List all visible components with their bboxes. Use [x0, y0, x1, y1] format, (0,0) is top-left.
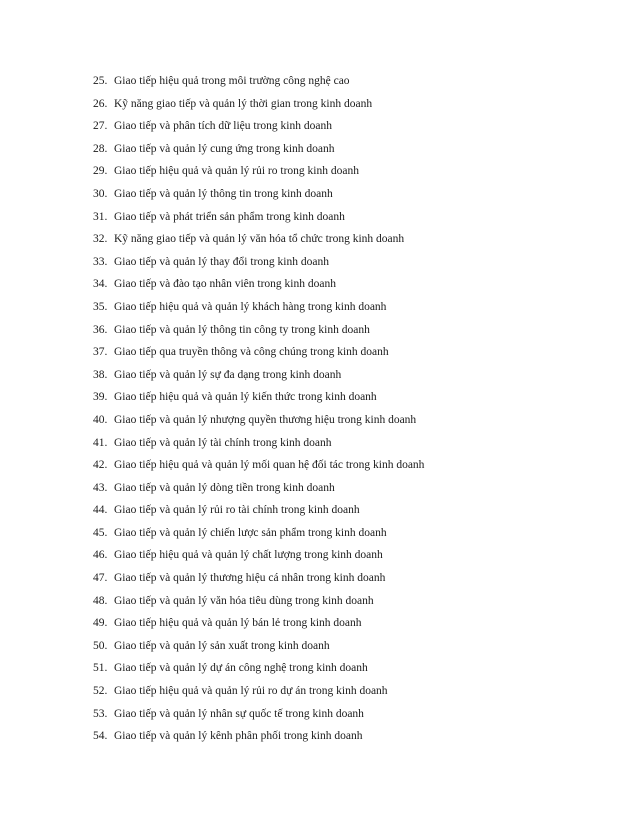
- item-number: 33.: [93, 255, 108, 268]
- item-text: Giao tiếp hiệu quả và quản lý khách hàng trong kinh doanh: [114, 300, 387, 313]
- list-item: [93, 435, 613, 458]
- list-item: [93, 728, 613, 751]
- list-item: [93, 457, 613, 480]
- list-item: [93, 593, 613, 616]
- list-item: [93, 660, 613, 683]
- item-number: 31.: [93, 210, 108, 223]
- list-item: [93, 547, 613, 570]
- list-item: [93, 570, 613, 593]
- item-number: 25.: [93, 75, 108, 87]
- item-number: 48.: [93, 594, 108, 607]
- list-item: [93, 96, 613, 119]
- item-number: 28.: [93, 142, 108, 155]
- list-item: [93, 118, 613, 141]
- item-number: 41.: [93, 436, 108, 449]
- list-item: [93, 186, 613, 209]
- item-number: 51.: [93, 662, 108, 675]
- list-item: [93, 615, 613, 638]
- item-text: Giao tiếp và đào tạo nhân viên trong kinh doanh: [114, 278, 336, 291]
- item-number: 39.: [93, 391, 108, 404]
- item-text: Giao tiếp hiệu quả và quản lý chất lượng trong kinh doanh: [114, 549, 383, 562]
- item-number: 34.: [93, 278, 108, 291]
- item-number: 54.: [93, 730, 108, 743]
- item-text: Giao tiếp và quản lý chiến lược sản phẩm trong kinh doanh: [114, 526, 387, 539]
- list-item: [93, 638, 613, 661]
- item-text: Giao tiếp và phát triển sản phẩm trong kinh doanh: [114, 210, 345, 223]
- list-item: [93, 344, 613, 367]
- item-number: 45.: [93, 526, 108, 539]
- item-number: 29.: [93, 165, 108, 178]
- item-number: 27.: [93, 120, 108, 133]
- item-number: 26.: [93, 97, 108, 110]
- item-text: Giao tiếp và quản lý kênh phân phối trong kinh doanh: [114, 730, 363, 743]
- item-number: 50.: [93, 639, 108, 652]
- item-text: Giao tiếp và quản lý rủi ro tài chính trong kinh doanh: [114, 504, 360, 517]
- item-number: 47.: [93, 572, 108, 585]
- list-item: [93, 480, 613, 503]
- item-text: Giao tiếp và quản lý thông tin công ty trong kinh doanh: [114, 323, 370, 336]
- numbered-topic-list: [93, 73, 613, 751]
- item-text: Giao tiếp hiệu quả và quản lý rủi ro dự án trong kinh doanh: [114, 685, 388, 698]
- item-number: 37.: [93, 346, 108, 359]
- list-item: [93, 683, 613, 706]
- item-number: 46.: [93, 549, 108, 562]
- item-text: Giao tiếp và quản lý thông tin trong kinh doanh: [114, 187, 333, 200]
- item-number: 49.: [93, 617, 108, 630]
- list-item: [93, 412, 613, 435]
- item-number: 40.: [93, 413, 108, 426]
- item-text: Giao tiếp và quản lý tài chính trong kinh doanh: [114, 436, 332, 449]
- list-item: [93, 502, 613, 525]
- item-number: 30.: [93, 187, 108, 200]
- item-number: 32.: [93, 233, 108, 246]
- item-text: Giao tiếp và quản lý sản xuất trong kinh doanh: [114, 639, 330, 652]
- item-text: Giao tiếp và quản lý dòng tiền trong kinh doanh: [114, 481, 335, 494]
- item-number: 53.: [93, 707, 108, 720]
- item-text: Giao tiếp hiệu quả trong môi trường công nghệ cao: [114, 75, 350, 87]
- list-item: [93, 276, 613, 299]
- item-number: 43.: [93, 481, 108, 494]
- list-item: [93, 254, 613, 277]
- list-item: [93, 73, 613, 96]
- item-text: Giao tiếp và quản lý thay đổi trong kinh doanh: [114, 255, 329, 268]
- item-text: Giao tiếp hiệu quả và quản lý kiến thức trong kinh doanh: [114, 391, 377, 404]
- item-number: 35.: [93, 300, 108, 313]
- item-text: Giao tiếp và phân tích dữ liệu trong kinh doanh: [114, 120, 332, 133]
- item-text: Giao tiếp và quản lý văn hóa tiêu dùng trong kinh doanh: [114, 594, 374, 607]
- item-number: 52.: [93, 685, 108, 698]
- item-text: Giao tiếp và quản lý thương hiệu cá nhân trong kinh doanh: [114, 572, 386, 585]
- item-number: 36.: [93, 323, 108, 336]
- item-text: Giao tiếp và quản lý cung ứng trong kinh doanh: [114, 142, 335, 155]
- item-text: Giao tiếp và quản lý nhân sự quốc tế trong kinh doanh: [114, 707, 364, 720]
- list-item: [93, 141, 613, 164]
- item-text: Kỹ năng giao tiếp và quản lý thời gian trong kinh doanh: [114, 97, 373, 110]
- list-item: [93, 163, 613, 186]
- item-text: Giao tiếp qua truyền thông và công chúng trong kinh doanh: [114, 346, 389, 359]
- list-item: [93, 322, 613, 345]
- list-item: [93, 231, 613, 254]
- item-text: Giao tiếp hiệu quả và quản lý rủi ro trong kinh doanh: [114, 165, 359, 178]
- item-text: Kỹ năng giao tiếp và quản lý văn hóa tổ chức trong kinh doanh: [114, 233, 405, 246]
- item-text: Giao tiếp và quản lý dự án công nghệ trong kinh doanh: [114, 662, 368, 675]
- list-item: [93, 209, 613, 232]
- list-item: [93, 706, 613, 729]
- item-text: Giao tiếp hiệu quả và quản lý mối quan hệ đối tác trong kinh doanh: [114, 459, 425, 472]
- item-text: Giao tiếp hiệu quả và quản lý bán lẻ trong kinh doanh: [114, 617, 362, 630]
- item-number: 42.: [93, 459, 108, 472]
- list-item: [93, 367, 613, 390]
- item-text: Giao tiếp và quản lý nhượng quyền thương hiệu trong kinh doanh: [114, 413, 417, 426]
- item-number: 44.: [93, 504, 108, 517]
- list-item: [93, 389, 613, 412]
- item-number: 38.: [93, 368, 108, 381]
- list-item: [93, 525, 613, 548]
- item-text: Giao tiếp và quản lý sự đa dạng trong kinh doanh: [114, 368, 342, 381]
- list-item: [93, 299, 613, 322]
